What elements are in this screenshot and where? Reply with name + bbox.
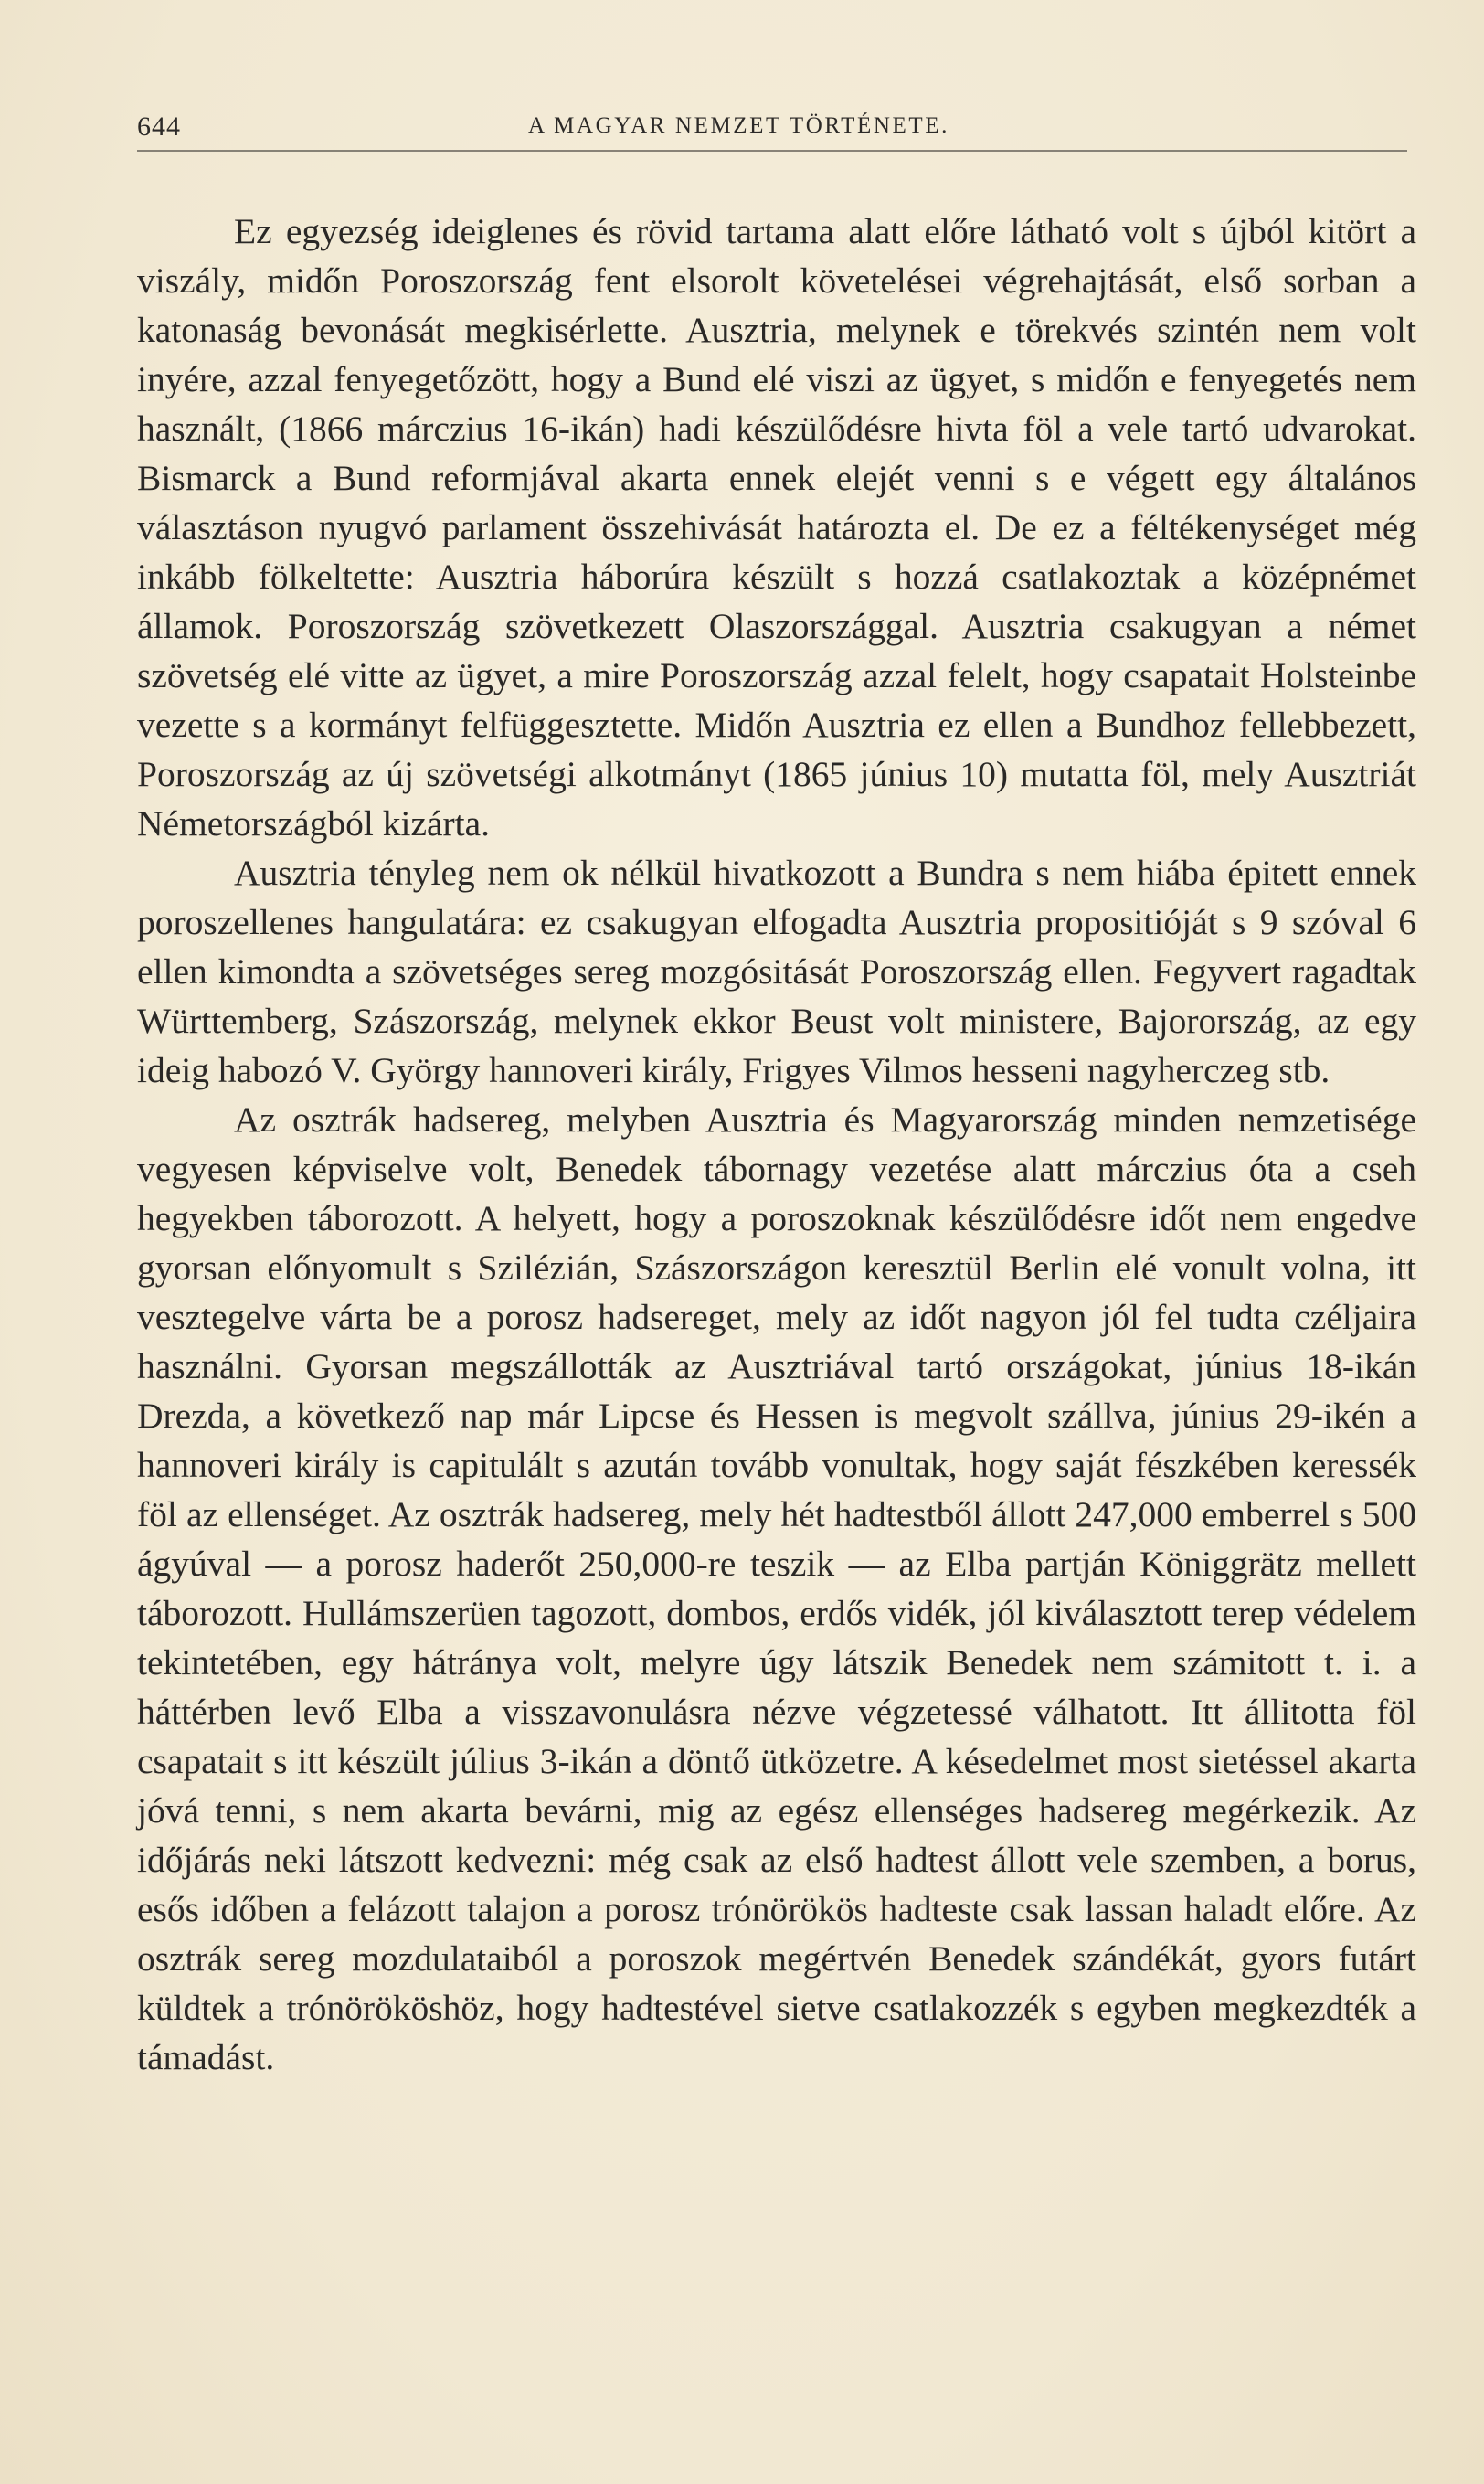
paragraph-3: Az osztrák hadsereg, melyben Ausztria és Magyarország minden nemzetisége vegyesen képviselve volt, Benedek tábornagy vezetése alatt márczius óta a cseh hegyekben táborozott. A helyett, hogy a poroszoknak készülődésre időt nem engedve gyorsan előnyomult s Szilézián, Szászországon keresztül Berlin elé vonult volna, itt vesztegelve várta be a porosz hadsereget, mely az időt nagyon jól fel tudta czéljaira használni. Gyorsan megszállották az Ausztriával tartó országokat, június 18-ikán Drezda, a következő nap már Lipcse és Hessen is megvolt szállva, június 29-ikén a hannoveri király is capitulált s azután tovább vonultak, hogy saját fészkében keressék föl az ellenséget. Az osztrák hadsereg, mely hét hadtestből állott 247,000 emberrel s 500 ágyúval — a porosz haderőt 250,000-re teszik — az Elba partján Königgrätz mellett táborozott. Hullámszerüen tagozott, dombos, erdős vidék, jól kiválasztott terep védelem tekintetében, egy hátránya volt, melyre úgy látszik Benedek nem számitott t. i. a háttérben levő Elba a visszavonulásra nézve végzetessé válhatott. Itt állitotta föl csapatait s itt készült július 3-ikán a döntő ütközetre. A késedelmet most sietéssel akarta jóvá tenni, s nem akarta bevárni, mig az egész ellenséges hadsereg megérkezik. Az időjárás neki látszott kedvezni: még csak az első hadtest állott vele szemben, a borus, esős időben a felázott talajon a porosz trónörökös hadteste csak lassan haladt előre. Az osztrák sereg mozdulataiból a poroszok megértvén Benedek szándékát, gyors futárt küldtek a trónörököshöz, hogy hadtestével sietve csatlakozzék s egyben megkezdték a támadást. bbox=[137, 1099, 1416, 2077]
paragraph-2: Ausztria tényleg nem ok nélkül hivatkozott a Bundra s nem hiába épitett ennek poroszellenes hangulatára: ez csakugyan elfogadta Ausztria propositióját s 9 szóval 6 ellen kimondta a szövetséges sereg mozgósitását Poroszország ellen. Fegyvert ragadtak Württemberg, Szászország, melynek ekkor Beust volt ministere, Bajorország, az egy ideig habozó V. György hannoveri király, Frigyes Vilmos hesseni nagyherczeg stb. bbox=[137, 853, 1416, 1090]
paragraph-1: Ez egyezség ideiglenes és rövid tartama alatt előre látható volt s újból kitört a viszály, midőn Poroszország fent elsorolt követelései végrehajtását, első sorban a katonaság bevonását megkisérlette. Ausztria, melynek e törekvés szintén nem volt inyére, azzal fenyegetőzött, hogy a Bund elé viszi az ügyet, s midőn e fenyegetés nem használt, (1866 márczius 16-ikán) hadi készülődésre hivta föl a vele tartó udvarokat. Bismarck a Bund reformjával akarta ennek elejét venni s e végett egy általános választáson nyugvó parlament összehivását határozta el. De ez a féltékenységet még inkább fölkeltette: Ausztria háborúra készült s hozzá csatlakoztak a középnémet államok. Poroszország szövetkezett Olaszországgal. Ausztria csakugyan a német szövetség elé vitte az ügyet, a mire Poroszország azzal felelt, hogy csapatait Holsteinbe vezette s a kormányt felfüggesztette. Midőn Ausztria ez ellen a Bundhoz fellebbezett, Poroszország az új szövetségi alkotmányt (1865 június 10) mutatta föl, mely Ausztriát Németországból kizárta. bbox=[137, 211, 1416, 844]
page-number: 644 bbox=[137, 111, 181, 142]
running-title: A MAGYAR NEMZET TÖRTÉNETE. bbox=[528, 113, 949, 138]
header-rule bbox=[137, 150, 1407, 152]
page-header bbox=[137, 102, 1407, 148]
body-text bbox=[137, 207, 1416, 2082]
